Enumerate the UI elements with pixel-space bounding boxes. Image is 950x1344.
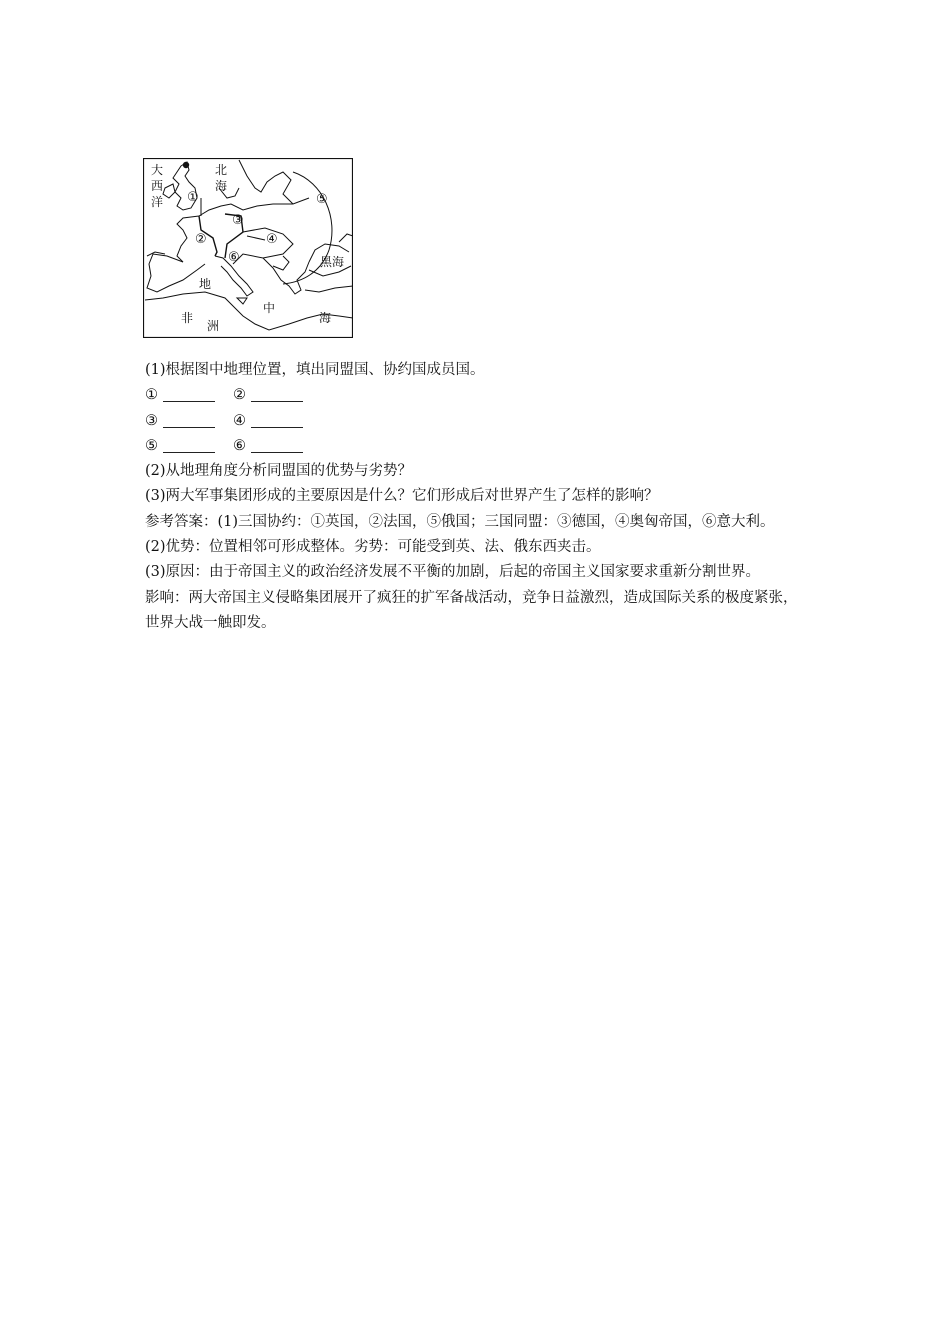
map-label-atlantic-2: 西 [151, 179, 164, 193]
map-marker-2: ② [195, 232, 207, 247]
map-marker-4: ④ [266, 232, 278, 247]
blank-row-3 [145, 434, 810, 459]
answer-blank-3[interactable] [163, 411, 215, 428]
blank-row-2 [145, 409, 810, 434]
europe-map [143, 158, 353, 338]
answer-3: (3)原因：由于帝国主义的政治经济发展不平衡的加剧，后起的帝国主义国家要求重新分割世界。 [145, 564, 761, 581]
map-dot [183, 162, 189, 168]
map-label-africa-2: 洲 [207, 319, 220, 333]
blank-label-6: ⑥ [233, 437, 246, 454]
question-3: (3)两大军事集团形成的主要原因是什么？它们形成后对世界产生了怎样的影响？ [145, 488, 659, 505]
map-marker-6: ⑥ [228, 250, 240, 265]
answer-blank-1[interactable] [163, 385, 215, 402]
blank-label-4: ④ [233, 412, 246, 429]
answer-blank-4[interactable] [251, 411, 303, 428]
map-label-north-sea-1: 北 [215, 163, 228, 177]
map-label-africa-1: 非 [181, 311, 194, 325]
map-marker-1: ① [187, 190, 199, 205]
map-label-mediterranean-2: 中 [263, 301, 276, 315]
map-label-atlantic-3: 洋 [151, 195, 164, 209]
map-marker-3: ③ [232, 213, 244, 228]
map-marker-5: ⑤ [316, 192, 328, 207]
answer-2: (2)优势：位置相邻可形成整体。劣势：可能受到英、法、俄东西夹击。 [145, 539, 601, 556]
blank-label-3: ③ [145, 412, 158, 429]
blank-row-1 [145, 383, 810, 408]
europe-map-figure [143, 158, 353, 338]
question-1: (1)根据图中地理位置，填出同盟国、协约国成员国。 [145, 362, 485, 378]
blank-label-2: ② [233, 387, 246, 404]
map-label-mediterranean-3: 海 [319, 311, 332, 325]
answer-1: 参考答案：(1)三国协约：①英国，②法国，⑤俄国；三国同盟：③德国，④奥匈帝国，⑥意大利。 [145, 513, 775, 530]
answer-blank-2[interactable] [251, 385, 303, 402]
map-label-mediterranean-1: 地 [199, 277, 212, 291]
map-label-north-sea-2: 海 [215, 179, 228, 193]
blank-label-1: ① [145, 387, 158, 404]
map-label-black-sea: 黑海 [320, 255, 345, 269]
question-2: (2)从地理角度分析同盟国的优势与劣势？ [145, 463, 413, 480]
map-label-atlantic-1: 大 [151, 163, 164, 177]
answer-blank-5[interactable] [163, 436, 215, 453]
question-content [145, 358, 810, 636]
answer-blank-6[interactable] [251, 436, 303, 453]
answer-4: 影响：两大帝国主义侵略集团展开了疯狂的扩军备战活动，竞争日益激烈，造成国际关系的极度紧张，世界大战一触即发。 [145, 589, 798, 631]
blank-label-5: ⑤ [145, 437, 158, 454]
